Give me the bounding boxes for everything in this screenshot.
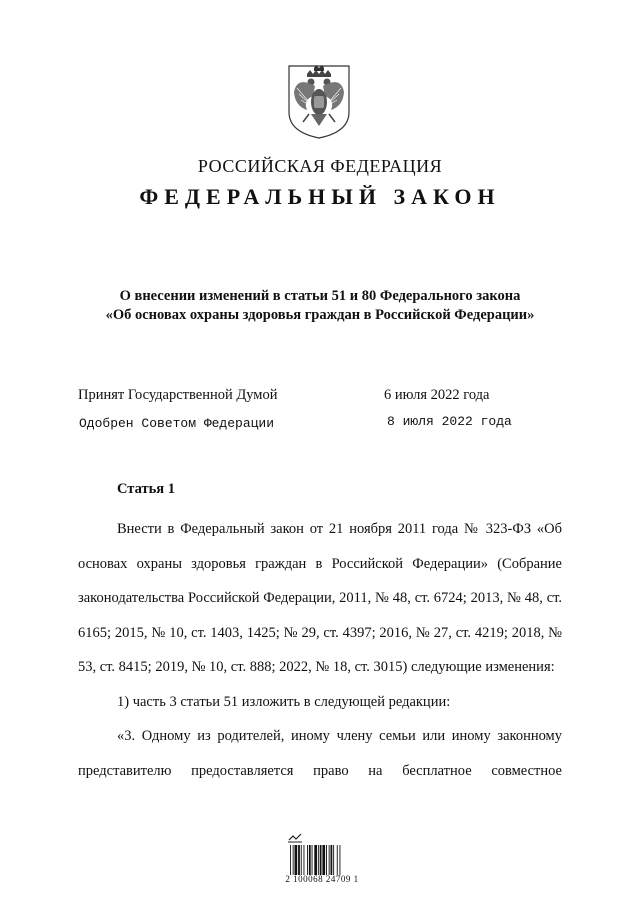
barcode xyxy=(290,845,352,875)
article-body xyxy=(78,512,562,788)
barcode-bar xyxy=(304,845,305,875)
council-approval-label: Одобрен Советом Федерации xyxy=(79,416,275,431)
barcode-bar xyxy=(337,845,338,875)
barcode-bar xyxy=(333,845,334,875)
barcode-bar xyxy=(312,845,313,875)
barcode-bar xyxy=(322,845,325,875)
barcode-bar xyxy=(301,845,302,875)
item-1-paragraph: 1) часть 3 статьи 51 изложить в следующей редакции: xyxy=(117,693,451,710)
barcode-bar xyxy=(331,845,333,875)
barcode-bar xyxy=(326,845,327,875)
barcode-bar xyxy=(295,845,298,875)
barcode-bar xyxy=(318,845,319,875)
duma-adoption-date: 6 июля 2022 года xyxy=(384,387,490,403)
law-title xyxy=(60,287,580,325)
article-intro-paragraph: Внести в Федеральный закон от 21 ноября 2011 года № 323-ФЗ «Об основах охраны здоровья граждан в Российской Федерации» (Собрание законодательства Российской Федерации, 2011, № 48, ст. 6724; 2013, № 48, ст. 6165; 2015, № 10, ст. 1403, 1425; № 29, ст. 4397; 2016, № 27, ст. 4219; 2018, № 53, ст. 8415; 2019, № 10, ст. 888; 2022, № 18, ст. 3015) следующие изменения: xyxy=(78,521,562,675)
barcode-number: 2 100068 24709 1 xyxy=(285,874,359,884)
barcode-bar xyxy=(309,845,311,875)
barcode-bar xyxy=(298,845,300,875)
council-approval-date: 8 июля 2022 года xyxy=(387,414,512,429)
barcode-bar xyxy=(307,845,308,875)
country-name: РОССИЙСКАЯ ФЕДЕРАЦИЯ xyxy=(197,156,443,176)
barcode-bar xyxy=(314,845,317,875)
barcode-bar xyxy=(320,845,322,875)
barcode-mark-icon xyxy=(287,832,303,844)
barcode-bar xyxy=(340,845,341,875)
article-title: Статья 1 xyxy=(117,481,175,497)
barcode-bar xyxy=(329,845,330,875)
law-title-line-1: О внесении изменений в статьи 51 и 80 Федерального закона xyxy=(119,288,521,304)
barcode-bar xyxy=(293,845,294,875)
law-title-line-2: «Об основах охраны здоровья граждан в Российской Федерации» xyxy=(105,307,535,323)
barcode-bar xyxy=(290,845,291,875)
duma-adoption-label: Принят Государственной Думой xyxy=(78,387,278,403)
coat-of-arms-emblem xyxy=(285,62,353,140)
document-type: ФЕДЕРАЛЬНЫЙ ЗАКОН xyxy=(139,184,501,209)
quoted-text-paragraph: «3. Одному из родителей, иному члену семьи или иному законному представителю предоставляется право на бесплатное совместное xyxy=(78,728,562,779)
